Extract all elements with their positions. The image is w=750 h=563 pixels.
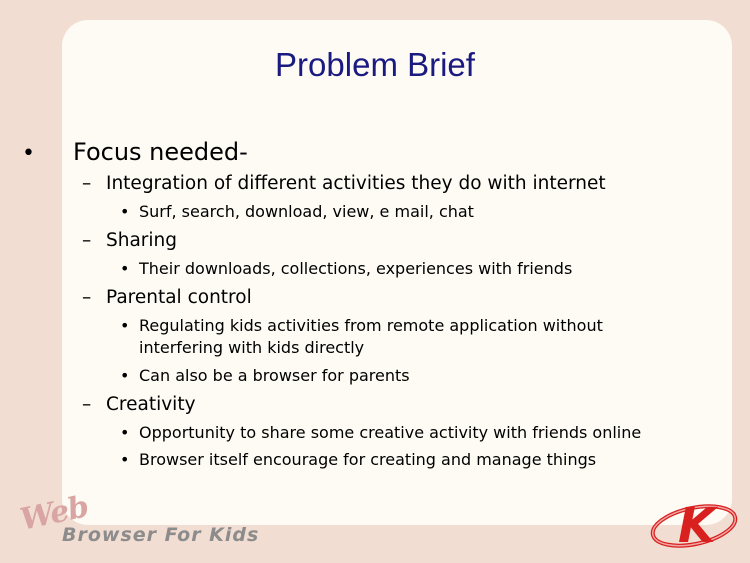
list-item [139,315,679,359]
list-item: Their downloads, collections, experiences with friends [139,259,573,278]
section-heading: Creativity [106,394,196,415]
bullet-marker: • [120,316,130,335]
section-heading: Parental control [106,287,252,308]
list-item: Opportunity to share some creative activity with friends online [139,423,642,442]
dash-marker: – [82,287,92,308]
list-item: Surf, search, download, view, e mail, chat [139,202,474,221]
slide-title: Problem Brief [275,46,475,83]
logo-letter: K [678,498,716,554]
section-heading: Sharing [106,230,178,251]
bullet-marker: • [120,450,130,469]
brand-subtitle: Browser For Kids [62,524,260,546]
section-heading: Integration of different activities they do with internet [106,173,606,194]
brand-web-text: Web [17,489,92,538]
bullet-marker: • [120,202,130,221]
dash-marker: – [82,173,92,194]
bullet-marker: • [22,141,35,166]
bullet-marker: • [120,366,130,385]
web-browser-for-kids-brand [16,489,276,558]
list-item: Can also be a browser for parents [139,366,410,385]
k-logo [644,490,740,554]
bullet-marker: • [120,423,130,442]
focus-heading: Focus needed- [73,138,248,166]
dash-marker: – [82,394,92,415]
list-item: Browser itself encourage for creating and manage things [139,450,597,469]
k-logo-icon [644,490,740,554]
list-item-text: Regulating kids activities from remote application without interfering with kids directly [139,316,603,357]
bullet-marker: • [120,259,130,278]
dash-marker: – [82,230,92,251]
